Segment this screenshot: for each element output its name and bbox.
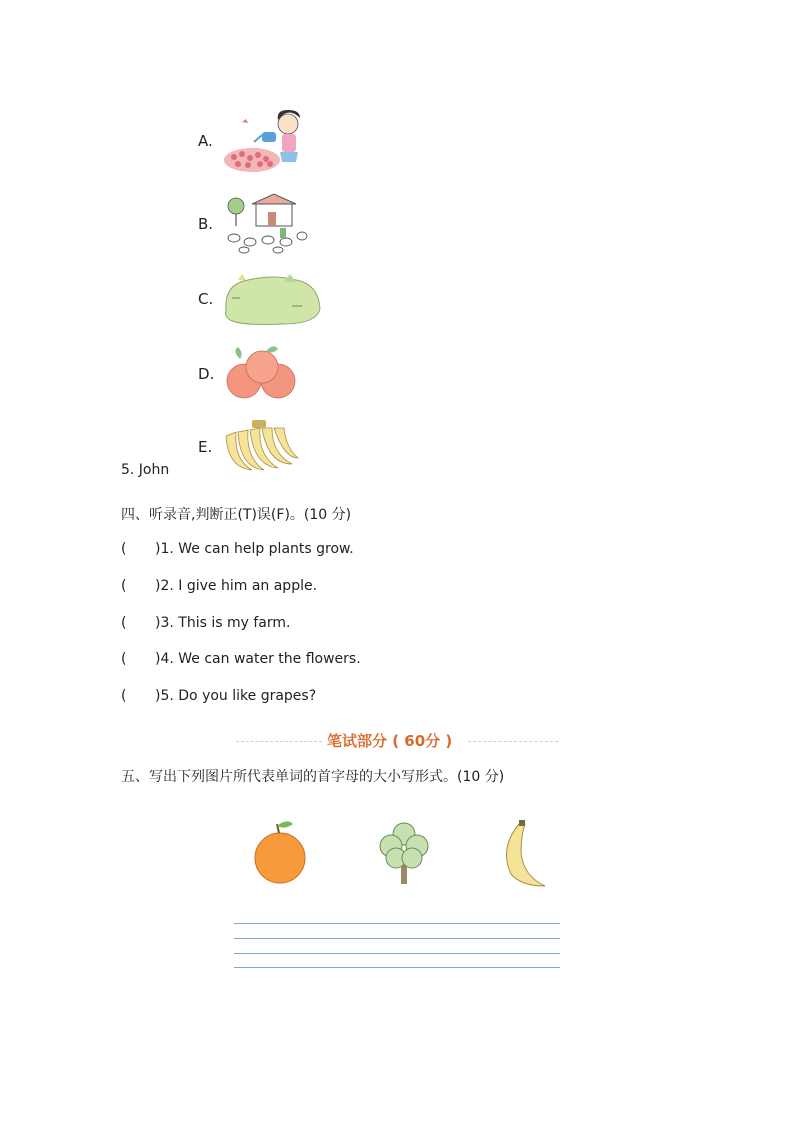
- tf-item-2-text: )2. I give him an apple.: [155, 578, 318, 594]
- guide-line-1: [234, 923, 560, 924]
- option-a-letter: A.: [198, 132, 213, 150]
- guide-line-4: [234, 967, 560, 968]
- tf-item-2-paren: (: [121, 578, 127, 594]
- tf-item-3-text: )3. This is my farm.: [155, 615, 291, 631]
- grass-hill-icon: [222, 270, 322, 328]
- item-5-john: 5. John: [121, 462, 170, 478]
- section-5-title: 五、写出下列图片所代表单词的首字母的大小写形式。(10 分): [121, 769, 505, 785]
- tf-item-5-paren: (: [121, 688, 127, 704]
- banner-left-dash: [236, 741, 322, 742]
- option-b-letter: B.: [198, 215, 214, 233]
- tf-item-1-paren: (: [121, 541, 127, 557]
- written-part-banner: 笔试部分 ( 60分 ): [327, 732, 453, 750]
- guide-line-3: [234, 953, 560, 954]
- banner-right-dash: [468, 741, 558, 742]
- tf-item-5-text: )5. Do you like grapes?: [155, 688, 317, 704]
- section-4-title: 四、听录音,判断正(T)误(F)。(10 分): [121, 507, 352, 523]
- tf-item-4-text: )4. We can water the flowers.: [155, 651, 361, 667]
- tf-item-3-paren: (: [121, 615, 127, 631]
- farm-animals-icon: [222, 192, 312, 256]
- tree-icon: [374, 818, 434, 888]
- banana-icon: [497, 818, 551, 890]
- tf-item-1-text: )1. We can help plants grow.: [155, 541, 354, 557]
- bananas-icon: [222, 416, 300, 474]
- guide-line-2: [234, 938, 560, 939]
- girl-watering-flowers-icon: [222, 102, 308, 178]
- orange-icon: [250, 818, 310, 888]
- option-e-letter: E.: [198, 438, 213, 456]
- tf-item-4-paren: (: [121, 651, 127, 667]
- apples-icon: [222, 343, 302, 403]
- option-c-letter: C.: [198, 290, 214, 308]
- option-d-letter: D.: [198, 365, 215, 383]
